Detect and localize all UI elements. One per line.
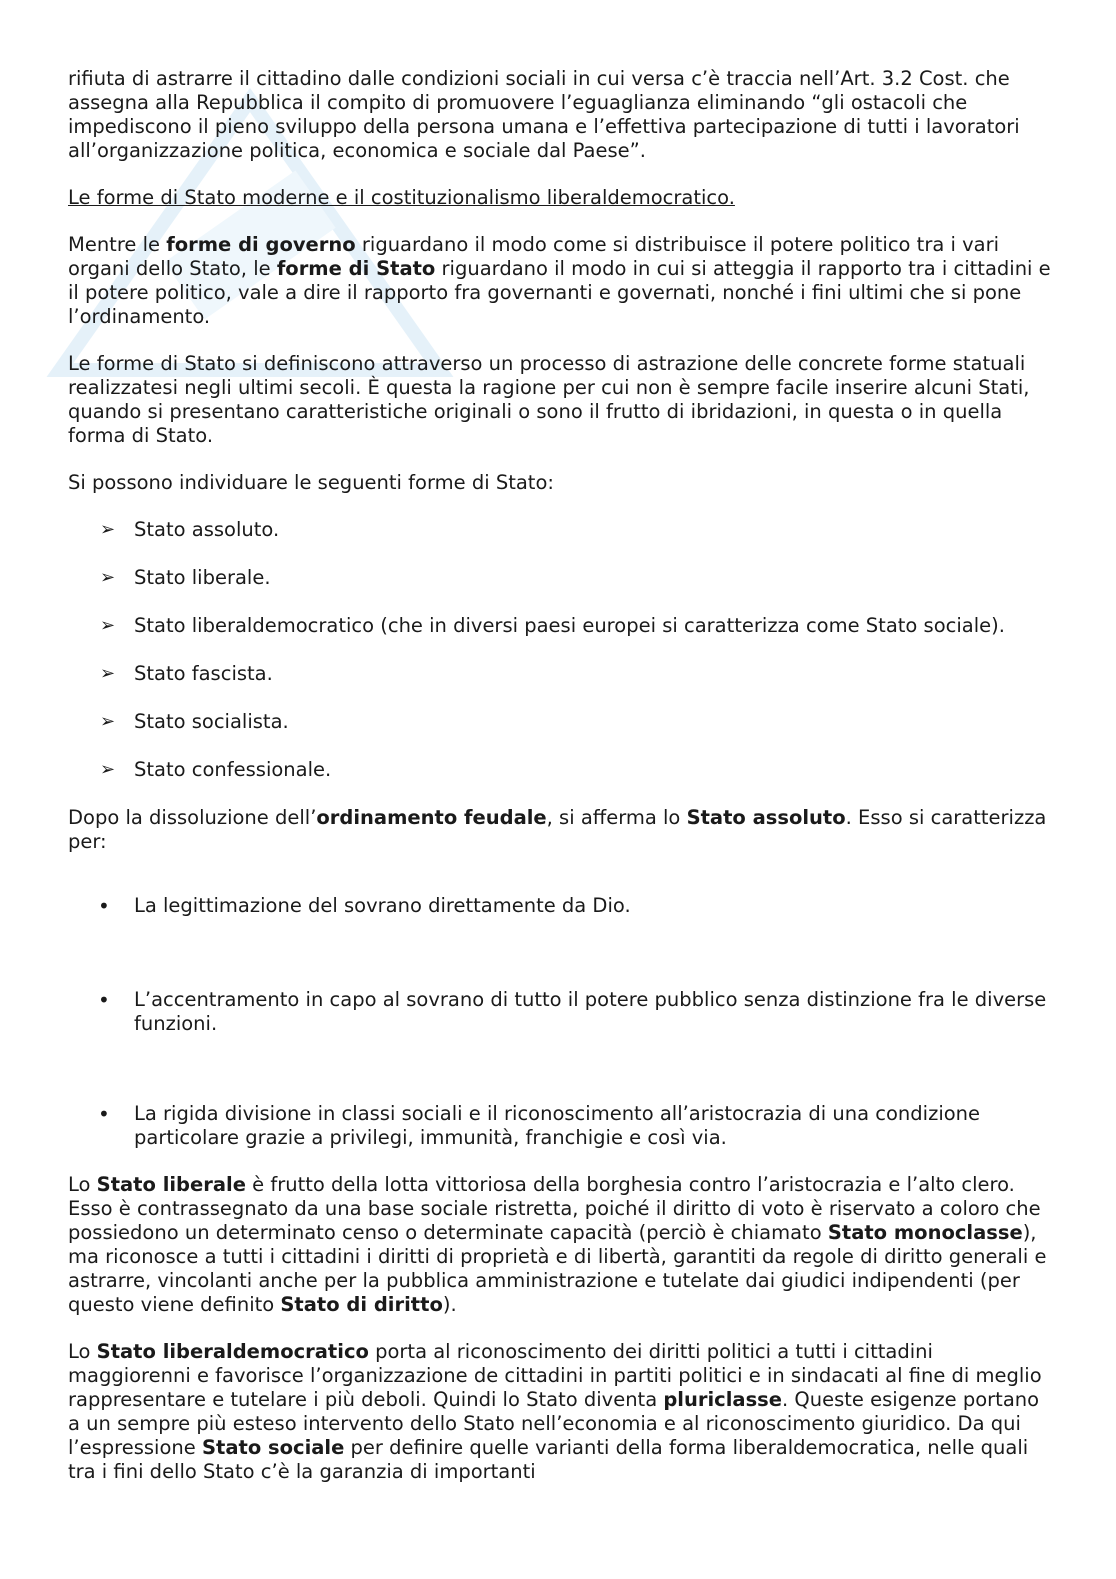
- text-run: riguardano il modo come si distribuisce il potere politico tra i vari organi dello Stato, le: [68, 233, 1000, 280]
- forme-stato-list: [68, 518, 1053, 782]
- list-item-text: Stato liberaldemocratico (che in diversi paesi europei si caratterizza come Stato sociale).: [134, 614, 1005, 637]
- paragraph-stato-liberaldemocratico: [68, 1340, 1053, 1484]
- list-item-text: L’accentramento in capo al sovrano di tutto il potere pubblico senza distinzione fra le diverse funzioni.: [134, 988, 1047, 1035]
- arrow-bullet-icon: ➢: [100, 519, 116, 540]
- bold-term: Stato di diritto: [280, 1293, 443, 1316]
- list-item: [68, 988, 1053, 1036]
- document-body: [68, 67, 1053, 1484]
- arrow-bullet-icon: ➢: [100, 663, 116, 684]
- paragraph-stato-liberale: [68, 1173, 1053, 1317]
- list-item: [68, 894, 1053, 918]
- list-item-text: La rigida divisione in classi sociali e il riconoscimento all’aristocrazia di una condizione particolare grazie a privilegi, immunità, franchigie e così via.: [134, 1102, 981, 1149]
- text-run: per definire quelle varianti della forma liberaldemocratica, nelle quali tra i fini dello Stato c’è la garanzia di importanti: [68, 1436, 1029, 1483]
- list-item: [68, 710, 1053, 734]
- arrow-bullet-icon: ➢: [100, 759, 116, 780]
- text-run: Lo: [68, 1173, 97, 1196]
- list-item-text: Stato confessionale.: [134, 758, 332, 781]
- arrow-bullet-icon: ➢: [100, 567, 116, 588]
- bold-term: forme di governo: [166, 233, 356, 256]
- text-run: Dopo la dissoluzione dell’: [68, 806, 317, 829]
- text-run: porta al riconoscimento dei diritti politici a tutti i cittadini maggiorenni e favorisce l’organizzazione de cittadini in partiti politici e in sindacati al fine di meglio rappresentare e tutelare i più deboli. Quindi lo Stato diventa: [68, 1340, 1042, 1411]
- list-item: [68, 566, 1053, 590]
- list-item-text: La legittimazione del sovrano direttamente da Dio.: [134, 894, 631, 917]
- bullet-icon: •: [98, 988, 110, 1012]
- text-run: Mentre le: [68, 233, 167, 256]
- paragraph-forme-governo: [68, 233, 1053, 329]
- paragraph-elenco-intro: Si possono individuare le seguenti forme di Stato:: [68, 471, 554, 494]
- list-item: [68, 758, 1053, 782]
- bold-term: ordinamento feudale: [316, 806, 547, 829]
- list-item: [68, 1102, 1053, 1150]
- list-item-text: Stato assoluto.: [134, 518, 280, 541]
- list-item: [68, 614, 1053, 638]
- bullet-icon: •: [98, 894, 110, 918]
- bold-term: Stato sociale: [201, 1436, 345, 1459]
- bold-term: Stato liberaldemocratico: [96, 1340, 369, 1363]
- text-run: è frutto della lotta vittoriosa della borghesia contro l’aristocrazia e l’alto clero. Esso è contrassegnato da una base sociale ristretta, poiché il diritto di voto è riservato a coloro che possiedono un determinato censo o determinate capacità (perciò è chiamato: [68, 1173, 1041, 1244]
- list-item-text: Stato fascista.: [134, 662, 273, 685]
- list-item: [68, 518, 1053, 542]
- bold-term: pluriclasse: [663, 1388, 783, 1411]
- bold-term: forme di Stato: [276, 257, 436, 280]
- bold-term: Stato assoluto: [686, 806, 846, 829]
- bullet-icon: •: [98, 1102, 110, 1126]
- list-item-text: Stato liberale.: [134, 566, 271, 589]
- section-heading: Le forme di Stato moderne e il costituzionalismo liberaldemocratico.: [68, 186, 735, 209]
- arrow-bullet-icon: ➢: [100, 615, 116, 636]
- intro-paragraph: rifiuta di astrarre il cittadino dalle condizioni sociali in cui versa c’è traccia nell’Art. 3.2 Cost. che assegna alla Repubblica il compito di promuovere l’eguaglianza eliminando “gli ostacoli che impediscono il pieno sviluppo della persona umana e l’effettiva partecipazione di tutti i lavoratori all’organizzazione politica, economica e sociale dal Paese”.: [68, 67, 1020, 162]
- text-run: riguardano il modo in cui si atteggia il rapporto tra i cittadini e il potere politico, vale a dire il rapporto fra governanti e governati, nonché i fini ultimi che si pone l’ordinamento.: [68, 257, 1051, 328]
- text-run: . Queste esigenze portano a un sempre più esteso intervento dello Stato nell’economia e al riconoscimento giuridico. Da qui l’espressione: [68, 1388, 1040, 1459]
- text-run: ).: [442, 1293, 457, 1316]
- list-item: [68, 662, 1053, 686]
- arrow-bullet-icon: ➢: [100, 711, 116, 732]
- paragraph-stato-assoluto: [68, 806, 1053, 854]
- text-run: , si afferma lo: [546, 806, 687, 829]
- list-item-text: Stato socialista.: [134, 710, 289, 733]
- bold-term: Stato liberale: [96, 1173, 246, 1196]
- caratteri-list: [68, 894, 1053, 1150]
- text-run: ), ma riconosce a tutti i cittadini i diritti di proprietà e di libertà, garantiti da regole di diritto generali e astrarre, vincolanti anche per la pubblica amministrazione e tutelate dai giudici indipendenti (per questo viene definito: [68, 1221, 1047, 1316]
- paragraph-astrazione: Le forme di Stato si definiscono attraverso un processo di astrazione delle concrete forme statuali realizzatesi negli ultimi secoli. È questa la ragione per cui non è sempre facile inserire alcuni Stati, quando si presentano caratteristiche originali o sono il frutto di ibridazioni, in questa o in quella forma di Stato.: [68, 352, 1030, 447]
- text-run: Lo: [68, 1340, 97, 1363]
- text-run: . Esso si caratterizza per:: [68, 806, 1047, 853]
- bold-term: Stato monoclasse: [827, 1221, 1023, 1244]
